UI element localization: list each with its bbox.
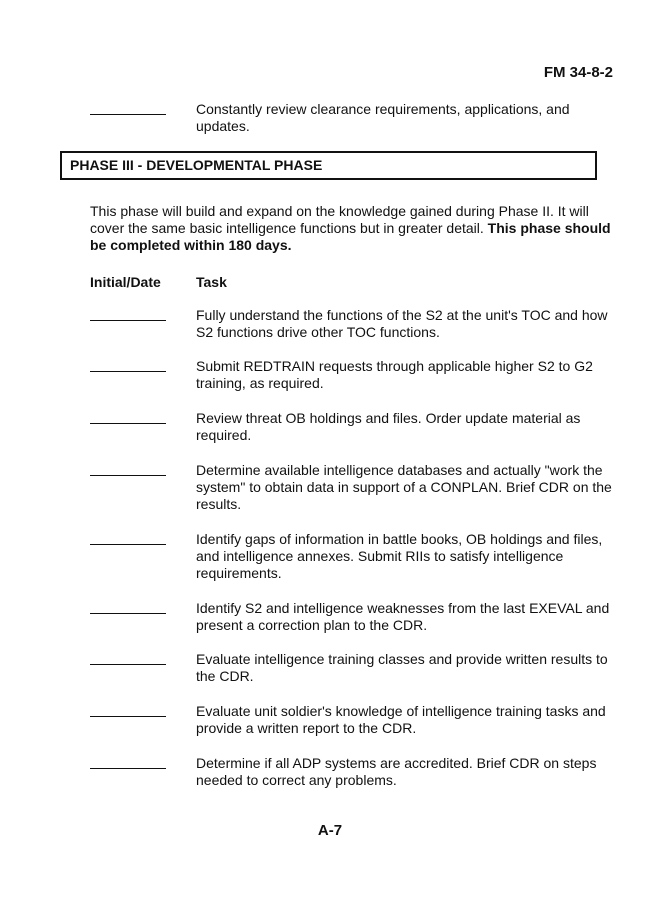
initial-date-blank[interactable] — [90, 600, 166, 614]
initial-date-blank[interactable] — [90, 410, 166, 424]
task-item — [90, 703, 620, 737]
initial-date-blank[interactable] — [90, 703, 166, 717]
task-item-clearance — [90, 101, 620, 135]
task-text: Submit REDTRAIN requests through applicable higher S2 to G2 training, as required. — [196, 358, 593, 391]
phase-title: PHASE III - DEVELOPMENTAL PHASE — [70, 157, 323, 173]
task-item — [90, 307, 620, 341]
phase-title-box — [60, 151, 597, 180]
task-text: Fully understand the functions of the S2 at the unit's TOC and how S2 functions drive other TOC functions. — [196, 307, 608, 340]
task-text: Constantly review clearance requirements, applications, and updates. — [196, 101, 570, 134]
task-text: Determine available intelligence databases and actually "work the system" to obtain data in support of a CONPLAN. Brief CDR on the results. — [196, 462, 612, 512]
task-item — [90, 755, 620, 789]
phase-intro-deadline: This phase should be completed within 180 days. — [90, 220, 611, 253]
task-item — [90, 358, 620, 392]
initial-date-blank[interactable] — [90, 358, 166, 372]
task-item — [90, 600, 620, 634]
phase-intro — [90, 203, 620, 254]
task-text: Identify gaps of information in battle books, OB holdings and files, and intelligence annexes. Submit RIIs to satisfy intelligence requirements. — [196, 531, 603, 581]
initial-date-blank[interactable] — [90, 307, 166, 321]
initial-date-blank[interactable] — [90, 651, 166, 665]
task-item — [90, 531, 620, 582]
initial-date-blank[interactable] — [90, 101, 166, 115]
page-number: A-7 — [317, 822, 343, 839]
column-header-initial-date: Initial/Date — [90, 274, 161, 290]
initial-date-blank[interactable] — [90, 755, 166, 769]
task-item — [90, 410, 620, 444]
task-text: Evaluate unit soldier's knowledge of intelligence training tasks and provide a written report to the CDR. — [196, 703, 606, 736]
task-text: Evaluate intelligence training classes and provide written results to the CDR. — [196, 651, 608, 684]
document-id: FM 34-8-2 — [543, 64, 613, 81]
initial-date-blank[interactable] — [90, 531, 166, 545]
task-item — [90, 462, 620, 513]
task-text: Determine if all ADP systems are accredited. Brief CDR on steps needed to correct any problems. — [196, 755, 597, 788]
phase-intro-text: This phase will build and expand on the knowledge gained during Phase II. It will cover the same basic intelligence functions but in greater detail. — [90, 203, 589, 236]
task-text: Review threat OB holdings and files. Order update material as required. — [196, 410, 581, 443]
task-item — [90, 651, 620, 685]
initial-date-blank[interactable] — [90, 462, 166, 476]
task-text: Identify S2 and intelligence weaknesses from the last EXEVAL and present a correction plan to the CDR. — [196, 600, 610, 633]
column-header-task: Task — [196, 274, 227, 290]
